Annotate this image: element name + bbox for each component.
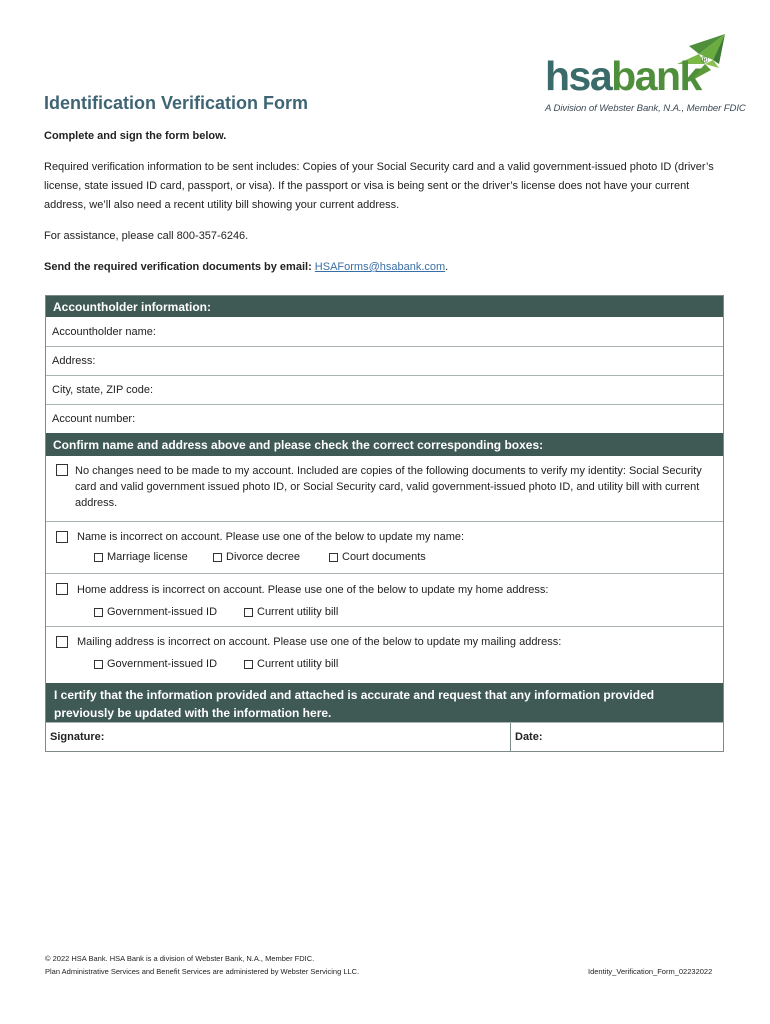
checkbox-no-changes[interactable] xyxy=(56,464,68,476)
section-header-confirm: Confirm name and address above and please check the correct corresponding boxes: xyxy=(46,433,723,456)
sub-checkbox[interactable] xyxy=(94,660,103,669)
option-no-changes xyxy=(46,456,723,521)
section-header-accountholder: Accountholder information: xyxy=(46,296,723,317)
sub-checkbox[interactable] xyxy=(244,660,253,669)
footer-copyright: © 2022 HSA Bank. HSA Bank is a division of Webster Bank, N.A., Member FDIC. xyxy=(45,954,315,963)
send-instructions: Send the required verification documents by email: HSAForms@hsabank.com. xyxy=(44,261,449,273)
date-field[interactable]: Date: xyxy=(515,731,543,743)
option-name-incorrect xyxy=(46,521,723,573)
sub-option-marriage-license[interactable]: Marriage license xyxy=(94,551,188,563)
option-mailing-text: Mailing address is incorrect on account. Please use one of the below to update my mailing address: xyxy=(77,636,562,648)
sub-checkbox[interactable] xyxy=(244,608,253,617)
logo-tagline: A Division of Webster Bank, N.A., Member FDIC xyxy=(545,103,746,114)
field-label: Address: xyxy=(52,355,96,367)
sub-option-government-id[interactable]: Government-issued ID xyxy=(94,606,217,618)
footer-admin: Plan Administrative Services and Benefit Services are administered by Webster Servicing LLC. xyxy=(45,967,360,976)
field-address[interactable] xyxy=(46,346,723,375)
option-no-changes-text: No changes need to be made to my account. Included are copies of the following documents to verify my identity: Social Security card and valid government issued photo ID, or Social Security card, valid government-issued photo ID, and utility bill with current address. xyxy=(75,465,702,509)
signature-row xyxy=(46,722,723,751)
sub-option-utility-bill[interactable]: Current utility bill xyxy=(244,606,338,618)
option-mailing-address xyxy=(46,626,723,683)
sub-checkbox[interactable] xyxy=(213,553,222,562)
hsa-bank-logo xyxy=(543,34,746,120)
option-home-text: Home address is incorrect on account. Please use one of the below to update my home address: xyxy=(77,584,549,596)
certification-statement: I certify that the information provided and attached is accurate and request that any information provided previously be updated with the information here. xyxy=(46,683,723,722)
sub-checkbox[interactable] xyxy=(329,553,338,562)
field-label: Accountholder name: xyxy=(52,325,156,338)
option-home-address xyxy=(46,573,723,626)
sub-option-government-id[interactable]: Government-issued ID xyxy=(94,658,217,670)
field-account-number[interactable] xyxy=(46,404,723,433)
instruction-text: Complete and sign the form below. xyxy=(44,130,227,142)
field-label: City, state, ZIP code: xyxy=(52,384,154,396)
sub-checkbox[interactable] xyxy=(94,553,103,562)
field-label: Account number: xyxy=(52,413,136,425)
email-link[interactable]: HSAForms@hsabank.com xyxy=(314,261,446,273)
registered-mark: ® xyxy=(700,55,709,66)
checkbox-name-incorrect[interactable] xyxy=(56,531,68,543)
field-accountholder-name[interactable] xyxy=(46,317,723,346)
page-title: Identification Verification Form xyxy=(44,93,309,113)
checkbox-mailing-address[interactable] xyxy=(56,636,68,648)
field-city-state-zip[interactable] xyxy=(46,375,723,404)
sub-option-court-documents[interactable]: Court documents xyxy=(329,551,426,563)
signature-field[interactable]: Signature: xyxy=(46,723,511,751)
send-label: Send the required verification documents by email: xyxy=(44,261,312,273)
logo-wordmark: hsabank® xyxy=(545,53,709,99)
assistance-text: For assistance, please call 800-357-6246. xyxy=(44,230,249,242)
requirements-text: Required verification information to be sent includes: Copies of your Social Security card and a valid government-issued photo ID (driver’s license, state issued ID card, passport, or visa). If the passport or visa is being sent or the driver’s license does not have your current address, we’ll also need a recent utility bill showing your current address. xyxy=(44,161,714,211)
verification-form xyxy=(45,295,724,752)
option-name-text: Name is incorrect on account. Please use one of the below to update my name: xyxy=(77,531,465,543)
footer-form-id: Identity_Verification_Form_02232022 xyxy=(588,967,713,976)
sub-checkbox[interactable] xyxy=(94,608,103,617)
sub-option-utility-bill[interactable]: Current utility bill xyxy=(244,658,338,670)
sub-option-divorce-decree[interactable]: Divorce decree xyxy=(213,551,300,563)
checkbox-home-address[interactable] xyxy=(56,583,68,595)
